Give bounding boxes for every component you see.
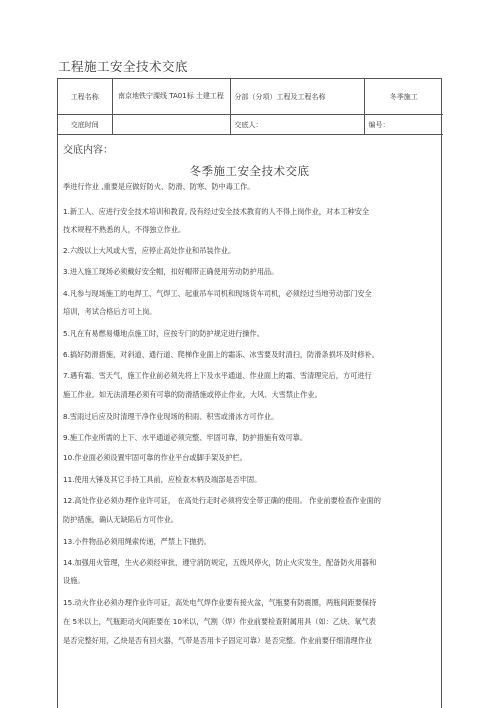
subproject-value: 冬季施工 — [364, 79, 443, 115]
content-line: 季进行作业 ,重要是应做好防火、防滑、防寒、防中毒工作。 — [63, 182, 255, 191]
content-line: 4.凡参与现场施工的电焊工、气焊工、起重吊车司机和现场货车司机，必须经过当地劳动部门安全 — [63, 289, 372, 298]
presenter-label: 交底人： — [230, 115, 364, 135]
content-line: 是否完整好用，乙炔是否有回火器，气带是否用卡子固定可靠）是否完整。作业前要仔细清理作业 — [63, 636, 373, 645]
content-line: 设施。 — [63, 576, 85, 585]
info-table — [58, 79, 443, 135]
content-line: 2.六级以上大风或大雪，应停止高处作业和吊装作业。 — [63, 246, 236, 255]
content-line: 7.遇有霜、雪天气，施工作业前必须先将上下及水平通道、作业面上的霜、雪清理完后，方可进行 — [63, 371, 372, 380]
content-line: 在 5米以上，气瓶距动火间距要在 10米以，气割（焊）作业前要检查附属用具（如：乙炔、氧气表 — [63, 617, 376, 626]
content-line: 3.进入施工现场必须戴好安全帽，扣好帽带正确使用劳动防护用品。 — [63, 267, 279, 276]
content-line: 施工作业。如无法清理必须有可靠的防滑措施或停止作业，大风、大雪禁止作业。 — [63, 390, 322, 399]
info-row-project — [58, 79, 443, 115]
disclosure-form — [57, 78, 442, 708]
number-label: 编号： — [364, 115, 443, 135]
content-line: 12.高处作业必须办理作业许可证， 在高处行走时必须将安全带正确的使用。 作业前要检查作业面的 — [63, 496, 381, 505]
date-value — [112, 115, 230, 135]
subproject-label: 分部（分项）工程及工程名称 — [230, 79, 364, 115]
content-heading: 交底内容： — [63, 145, 113, 156]
info-row-date — [58, 115, 443, 135]
content-line: 技术规程不熟悉的人，不得独立作业。 — [63, 225, 186, 234]
project-name-label: 工程名称 — [58, 79, 112, 115]
content-line: 5.凡在有易燃易爆地点施工时，应按专门的防护规定进行操作。 — [63, 329, 264, 338]
content-line: 11.使用大锤及其它手持工具前，应检查木柄及端部是否牢固。 — [63, 475, 262, 484]
content-line: 防护措施，确认无缺陷后方可作业。 — [63, 515, 179, 524]
document-title: 工程施工安全技术交底 — [58, 59, 189, 74]
content-line: 培训，考试合格后方可上岗。 — [63, 307, 157, 316]
content-line: 14.加强用火管理，生火必须经审批，遵守消防规定，五级风停火，防止火灾发生，配备防火用器和 — [63, 558, 377, 567]
date-label: 交底时间 — [58, 115, 112, 135]
disclosure-title: 冬季施工安全技术交底 — [189, 164, 310, 178]
content-line: 8.雪雨过后应及时清理干净作业现场的积雨、积雪或滑冰方可作业。 — [63, 412, 279, 421]
content-line: 6.搞好防滑措施，对斜道、通行道、爬梯作业面上的霜冻、冰雪要及时清扫，防滑条损坏及时修补。 — [63, 350, 379, 359]
content-line: 1.新工人、应进行安全技术培训和教育, 没有经过安全技术教育的人不得上岗作业，对本工种安全 — [63, 207, 370, 216]
content-line: 10.作业面必须设置牢固可靠的作业平台或脚手架及护栏。 — [63, 453, 247, 462]
content-line: 9.施工作业所需的上下、水平通道必须完整、牢固可靠，防护措施有效可靠。 — [63, 433, 308, 442]
content-line: 15.动火作业必须办理作业许可证，高处电气焊作业要有接火盆，气瓶要有防震圈，两瓶间距要保持 — [63, 598, 377, 607]
project-name-value: 南京地铁宁溧线 TA01标 土建工程 — [112, 79, 230, 115]
content-line: 13.小件物品必须用绳索传递，严禁上下抛扔。 — [63, 537, 211, 546]
